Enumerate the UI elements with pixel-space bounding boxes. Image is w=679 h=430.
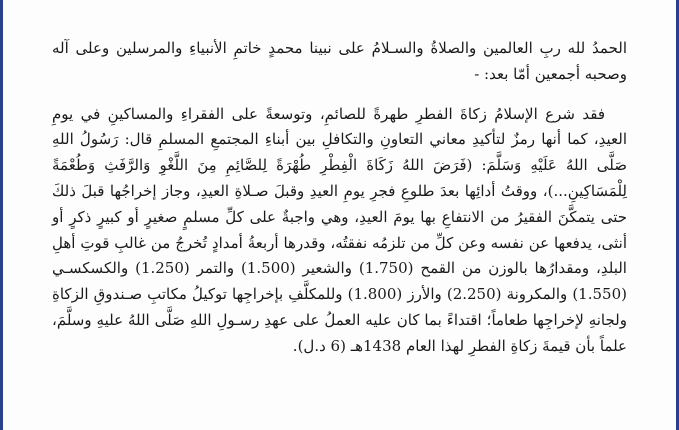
document-body: [52, 36, 627, 360]
main-paragraph: فقد شرع الإسلامُ زكاةَ الفطرِ طهرةً للصائمِ، وتوسعةً على الفقراءِ والمساكينِ في يومِ العيدِ، كما أنها رمزٌ لتأكيدِ معاني التعاونِ والتكافلِ بين أبناءِ المجتمعِ المسلمِ قال: رَسُولُ اللهِ صَلَّى اللهُ عَلَيْهِ وَسَلَّمَ: (فَرَضَ اللهُ زَكَاةَ الْفِطْرِ طُهْرَةً لِلصَّائِمِ مِنَ اللَّغْوِ وَالرَّفَثِ وَطُعْمَةً لِلْمَسَاكِينِ...)، ووقتُ أدائِها بعدَ طلوعِ فجرِ يومِ العيدِ وقبلَ صـلاةِ العيدِ، وجاز إخراجُها قبلَ ذلكَ حتى يتمكَّنَ الفقيرُ من الانتفاعِ بها يومَ العيدِ، وهي واجبةٌ على كلِّ مسلمٍ صغيرٍ أو كبيرٍ ذكرٍ أو أنثى، يدفعها عن نفسه وعن كلِّ من تلزمُه نفقتُه، وقدرها أربعةُ أمدادٍ تُخرجُ من غالبِ قوتِ أهلِ البلدِ، ومقدارُها بالوزن من القمح (1.750) والشعير (1.500) والتمر (1.250) والكسكسـي (1.550) والمكرونة (2.250) والأرز (1.800) وللمكلَّفِ بإخراجِها توكيلُ مكاتبِ صـندوقِ الزكاةِ ولجانهِ لإخراجِها طعاماً؛ اقتداءً بما كان عليه العملُ على عهدِ رسـولِ اللهِ صَلَّى اللهُ عليهِ وسلَّمَ، علماً بأن قيمةَ زكاةِ الفطرِ لهذا العام 1438هـ (6 د.ل).: [52, 104, 627, 355]
opening-paragraph: الحمدُ لله ربِ العالمين والصلاةُ والسـلامُ على نبينا محمدٍ خاتمِ الأنبياءِ والمرسلين وعلى آله وصحبه أجمعين أمّا بعد: -: [52, 39, 627, 83]
